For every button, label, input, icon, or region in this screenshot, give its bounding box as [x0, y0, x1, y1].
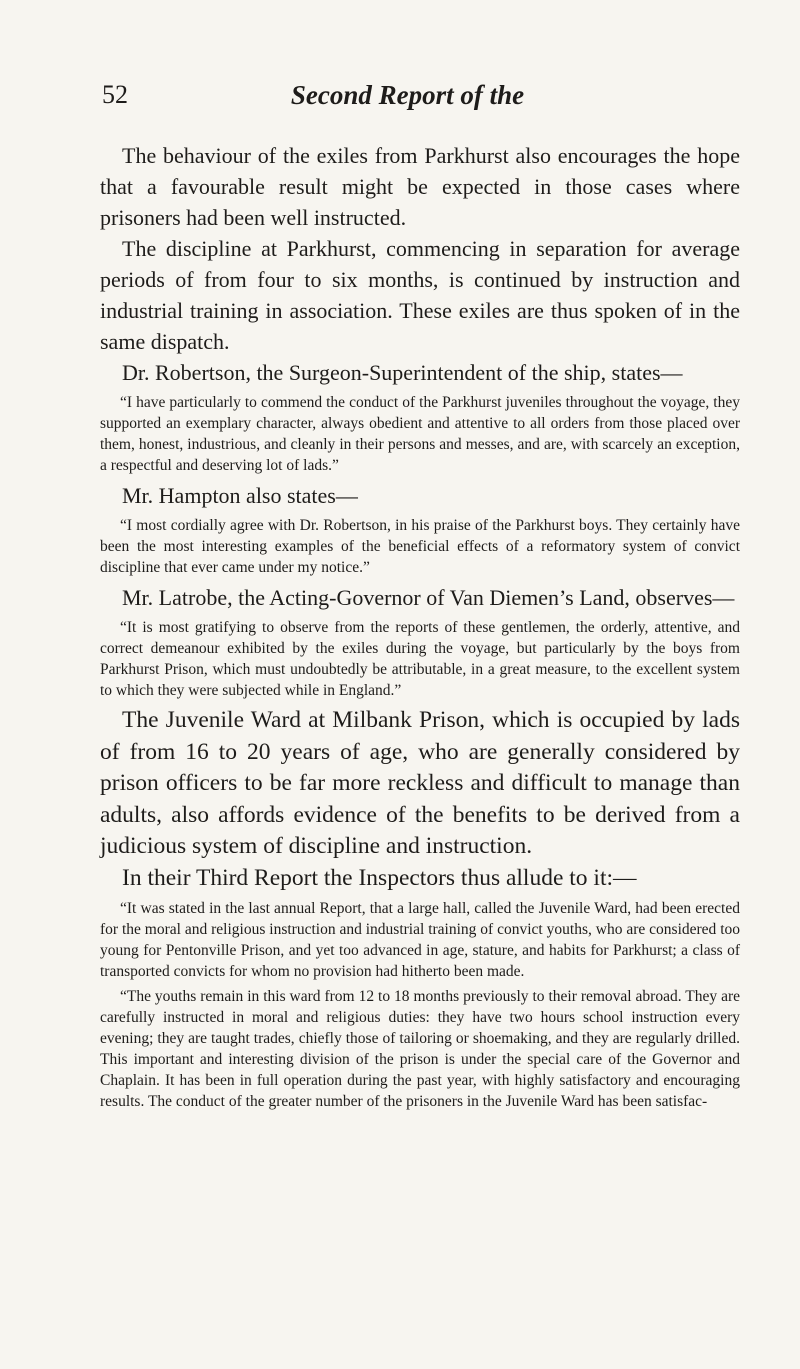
paragraph-latrobe-intro: Mr. Latrobe, the Acting-Governor of Van Diemen’s Land, observes—: [122, 585, 735, 610]
paragraph-third-report-intro: In their Third Report the Inspectors thus allude to it:—: [122, 864, 637, 891]
paragraph-juvenile-ward: The Juvenile Ward at Milbank Prison, which is occupied by lads of from 16 to 20 years of age, who are generally considered by prison officers to be far more reckless and difficult to manage than adults, also affords evidence of the benefits to be derived from a judicious system of discipline and instruction.: [100, 707, 740, 859]
paragraph-parkhurst-discipline: The discipline at Parkhurst, commencing in separation for average periods of from four to six months, is continued by instruction and industrial training in association. These exiles are thus spoken of in the same dispatch.: [100, 236, 740, 354]
page-number: 52: [102, 80, 128, 109]
quote-third-report-part2: “The youths remain in this ward from 12 to 18 months previously to their removal abroad. They are carefully instructed in moral and religious duties: they have two hours school instruction every evening; they are taught trades, chiefly those of tailoring or shoemaking, and they are regularly drilled. This important and interesting division of the prison is under the special care of the Governor and Chaplain. It has been in full operation during the past year, with highly satisfactory and encouraging results. The conduct of the greater number of the prisoners in the Juvenile Ward has been satisfac-: [100, 988, 740, 1110]
quote-latrobe: “It is most gratifying to observe from the reports of these gentlemen, the orderly, attentive, and correct demeanour exhibited by the exiles during the voyage, but particularly by the boys from Parkhurst Prison, which must undoubtedly be attributable, in a great measure, to the excellent system to which they were subjected while in England.”: [100, 619, 740, 699]
quote-third-report-part1: “It was stated in the last annual Report, that a large hall, called the Juvenile Ward, had been erected for the moral and religious instruction and industrial training of convict youths, who are considered too young for Pentonville Prison, and yet too advanced in age, stature, and habits for Parkhurst; a class of transported convicts for whom no provision had hitherto been made.: [100, 900, 740, 980]
page-body: [100, 140, 740, 1116]
quote-robertson: “I have particularly to commend the conduct of the Parkhurst juveniles throughout the voyage, they supported an exemplary character, always obedient and attentive to all orders from those placed over them, honest, industrious, and cleanly in their persons and messes, and are, with scarcely an exception, a respectful and deserving lot of lads.”: [100, 394, 740, 474]
paragraph-robertson-intro: Dr. Robertson, the Surgeon-Superintendent of the ship, states—: [122, 360, 683, 385]
paragraph-hampton-intro: Mr. Hampton also states—: [122, 483, 358, 508]
page-header: [70, 80, 745, 120]
running-head: Second Report of the: [290, 80, 525, 110]
paragraph-parkhurst-exiles: The behaviour of the exiles from Parkhurst also encourages the hope that a favourable result might be expected in those cases where prisoners had been well instructed.: [100, 143, 740, 230]
quote-hampton: “I most cordially agree with Dr. Robertson, in his praise of the Parkhurst boys. They certainly have been the most interesting examples of the beneficial effects of a reformatory system of convict discipline that ever came under my notice.”: [100, 517, 740, 576]
